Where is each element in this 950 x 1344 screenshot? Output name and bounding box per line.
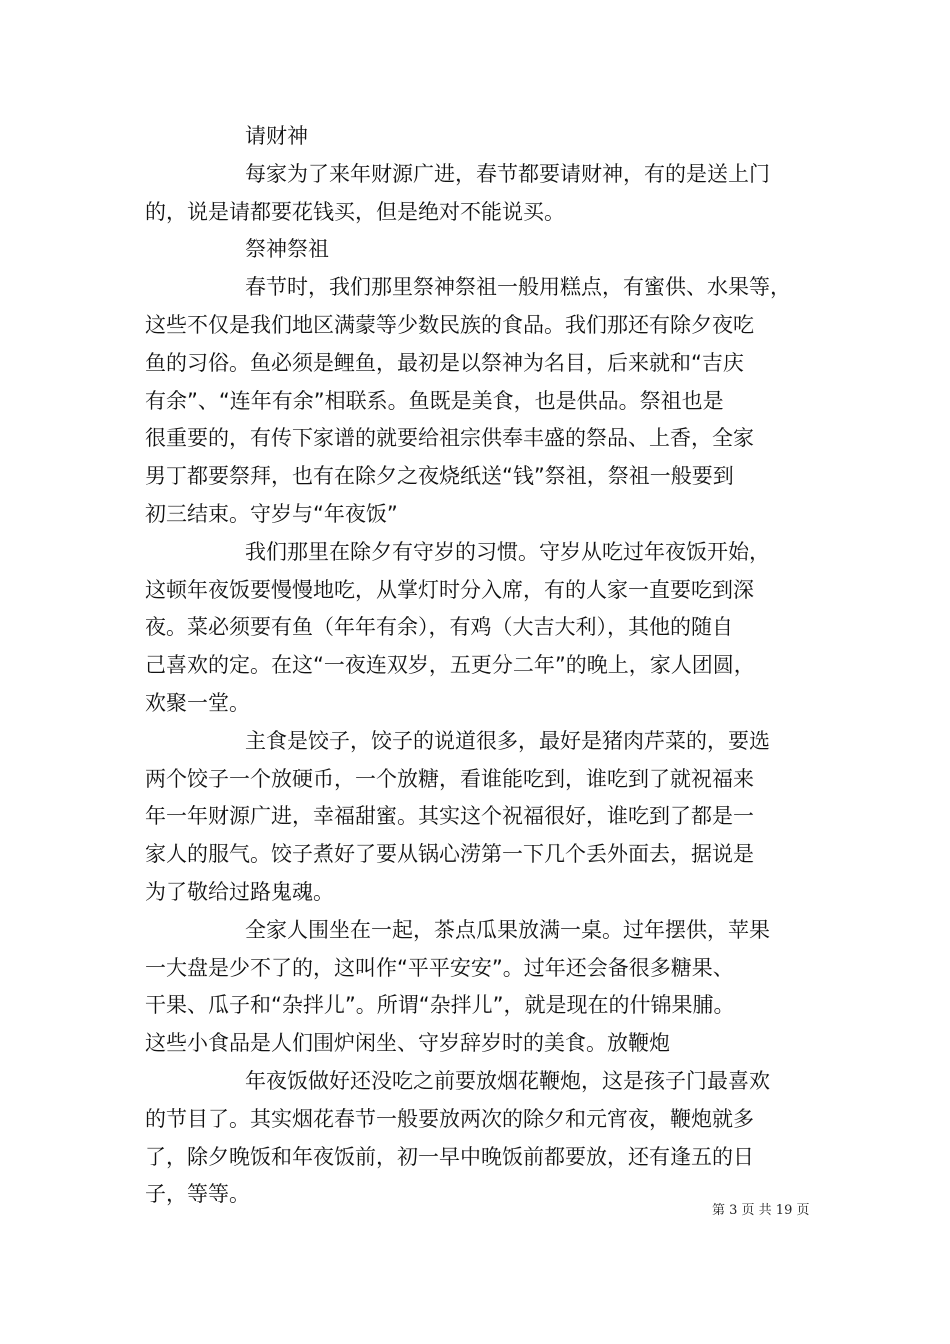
paragraph-line: 春节时，我们那里祭神祭祖一般用糕点，有蜜供、水果等， xyxy=(245,275,791,300)
paragraph-line: 两个饺子一个放硬币，一个放糖，看谁能吃到，谁吃到了就祝福来 xyxy=(145,766,754,791)
paragraph-line: 夜。菜必须要有鱼（年年有余），有鸡（大吉大利），其他的随自 xyxy=(145,615,733,640)
paragraph-line: 年夜饭做好还没吃之前要放烟花鞭炮，这是孩子门最喜欢 xyxy=(245,1068,770,1093)
paragraph-line: 己喜欢的定。在这“一夜连双岁，五更分二年”的晚上，家人团圆， xyxy=(145,653,755,678)
paragraph-line: 干果、瓜子和“杂拌儿”。所谓“杂拌儿”，就是现在的什锦果脯。 xyxy=(145,993,735,1018)
paragraph-line: 的节目了。其实烟花春节一般要放两次的除夕和元宵夜，鞭炮就多 xyxy=(145,1106,754,1131)
paragraph-line: 为了敬给过路鬼魂。 xyxy=(145,879,334,904)
paragraph-line: 年一年财源广进，幸福甜蜜。其实这个祝福很好，谁吃到了都是一 xyxy=(145,804,754,829)
paragraph-line: 这些小食品是人们围炉闲坐、守岁辞岁时的美食。放鞭炮 xyxy=(145,1031,670,1056)
paragraph-line: 有余”、“连年有余”相联系。鱼既是美食，也是供品。祭祖也是 xyxy=(145,388,724,413)
paragraph-line: 我们那里在除夕有守岁的习惯。守岁从吃过年夜饭开始， xyxy=(245,539,770,564)
paragraph-line: 这些不仅是我们地区满蒙等少数民族的食品。我们那还有除夕夜吃 xyxy=(145,312,754,337)
paragraph-line: 全家人围坐在一起，茶点瓜果放满一桌。过年摆供，苹果 xyxy=(245,917,770,942)
paragraph-line: 每家为了来年财源广进，春节都要请财神，有的是送上门 xyxy=(245,161,770,186)
paragraph-line: 欢聚一堂。 xyxy=(145,690,250,715)
heading-ji-shen-ji-zu: 祭神祭祖 xyxy=(245,237,329,262)
paragraph-line: 这顿年夜饭要慢慢地吃，从掌灯时分入席，有的人家一直要吃到深 xyxy=(145,577,754,602)
paragraph-line: 初三结束。守岁与“年夜饭” xyxy=(145,501,398,526)
document-body xyxy=(145,118,835,1214)
page-number-footer: 第 3 页 共 19 页 xyxy=(712,1203,810,1218)
paragraph-line: 一大盘是少不了的，这叫作“平平安安”。过年还会备很多糖果、 xyxy=(145,955,734,980)
paragraph-line: 鱼的习俗。鱼必须是鲤鱼，最初是以祭神为名目，后来就和“吉庆 xyxy=(145,350,744,375)
paragraph-line: 了，除夕晚饭和年夜饭前，初一早中晚饭前都要放，还有逢五的日 xyxy=(145,1144,754,1169)
paragraph-line: 主食是饺子，饺子的说道很多，最好是猪肉芹菜的，要选 xyxy=(245,728,770,753)
paragraph-line: 的，说是请都要花钱买，但是绝对不能说买。 xyxy=(145,199,565,224)
paragraph-line: 子，等等。 xyxy=(145,1182,250,1207)
paragraph-line: 很重要的，有传下家谱的就要给祖宗供奉丰盛的祭品、上香，全家 xyxy=(145,426,754,451)
heading-qing-cai-shen: 请财神 xyxy=(245,124,308,148)
paragraph-line: 家人的服气。饺子煮好了要从锅心涝第一下几个丢外面去，据说是 xyxy=(145,842,754,867)
paragraph-line: 男丁都要祭拜，也有在除夕之夜烧纸送“钱”祭祖，祭祖一般要到 xyxy=(145,464,734,489)
